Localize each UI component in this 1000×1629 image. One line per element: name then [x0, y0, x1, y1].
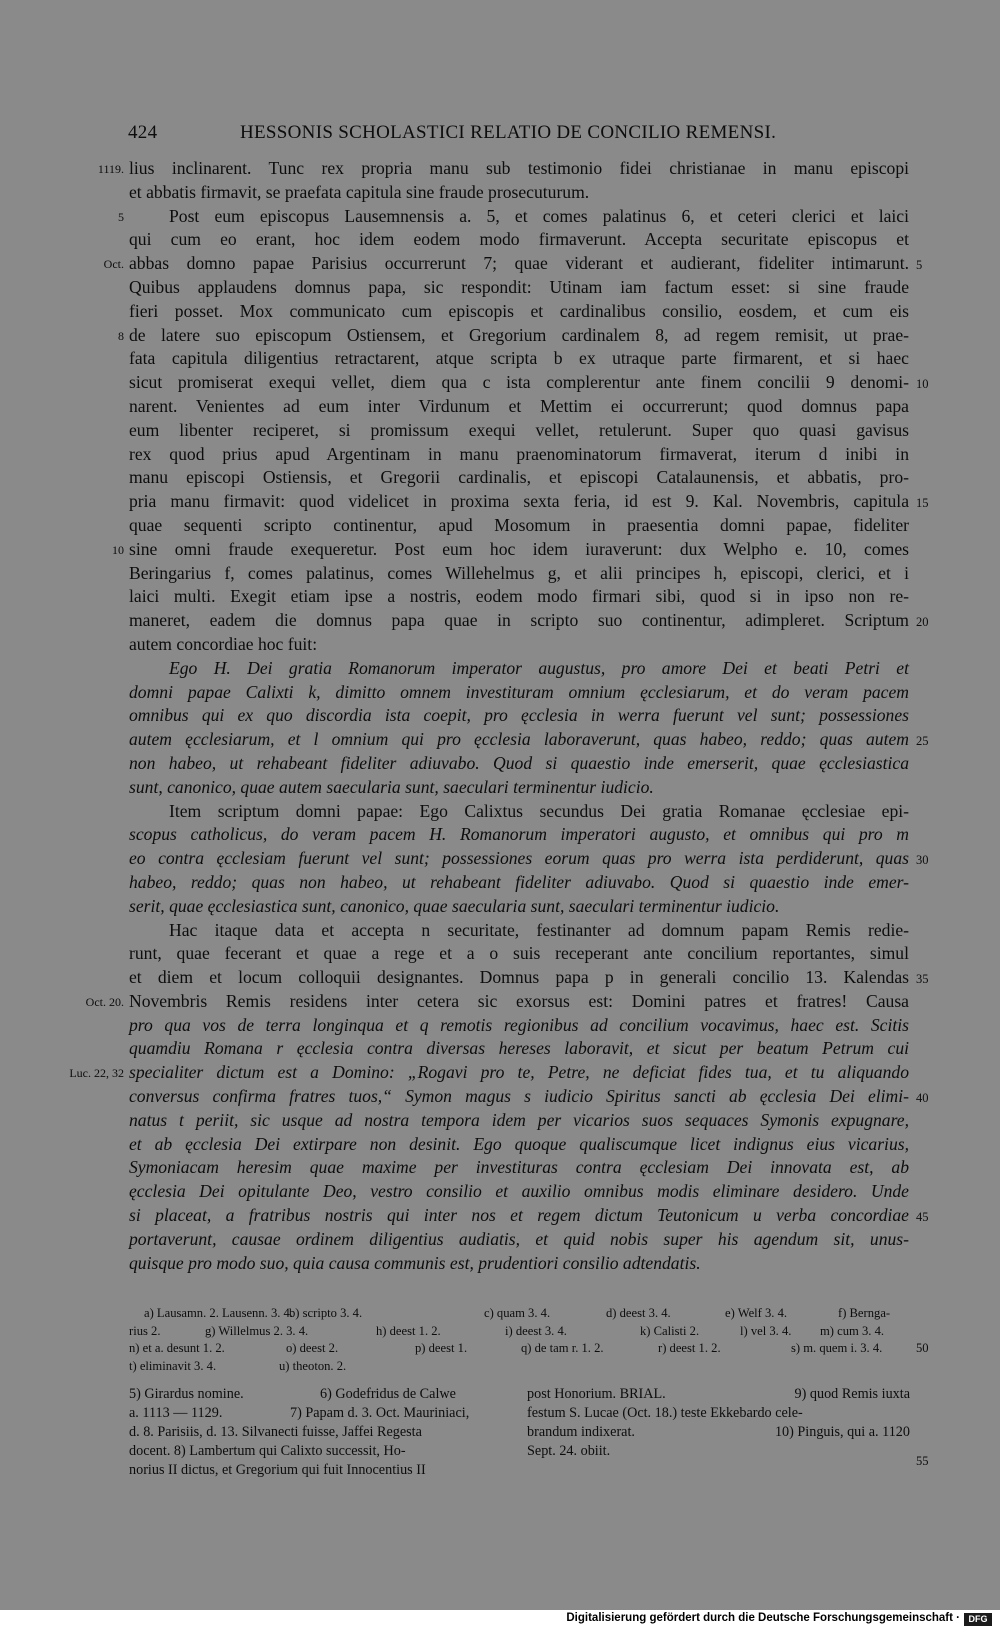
- text-line: Symoniacam heresim quae maxime per investituras contra ęcclesiam Dei innovata est, ab: [129, 1157, 909, 1178]
- variant-note: l) vel 3. 4.: [740, 1323, 792, 1338]
- text-line: natus t periit, sic usque ad nostra tempora idem per vicarios suos sequaces Symonis expugnare,: [129, 1109, 909, 1130]
- text-line: de latere suo episcopum Ostiensem, et Gregorium cardinalem 8, ad regem remisit, ut prae-: [129, 324, 909, 345]
- text-line: Ego H. Dei gratia Romanorum imperator augustus, pro amore Dei et beati Petri et: [169, 657, 909, 678]
- footnote-line: brandum indixerat.: [527, 1424, 635, 1440]
- margin-note: 1119.: [97, 162, 124, 176]
- line-number: 20: [916, 615, 929, 630]
- text-line: portaverunt, causae ordinem diligentius audiatis, et quid nobis super his agendum sit, unus-: [129, 1228, 909, 1249]
- text-line: et abbatis firmavit, se praefata capitula sine fraude prosecuturum.: [129, 181, 590, 202]
- footnote-line: d. 8. Parisiis, d. 13. Silvanecti fuisse, Jaffei Regesta: [129, 1424, 422, 1440]
- footnote-line: 9) quod Remis iuxta: [794, 1386, 910, 1402]
- text-line: scopus catholicus, do veram pacem H. Romanorum imperatori augusto, et omnibus qui pro m: [129, 824, 909, 845]
- text-line: manu episcopi Ostiensis, et Gregorii cardinalis, et episcopi Catalaunensis, et abbatis, pro-: [129, 467, 909, 488]
- text-line: specialiter dictum est a Domino: „Rogavi pro te, Petre, ne deficiat fides tua, et tu aliquando: [129, 1062, 909, 1083]
- line-number: 5: [916, 258, 923, 273]
- variant-note: t) eliminavit 3. 4.: [129, 1358, 217, 1373]
- text-line: sicut promiserat exequi vellet, diem qua c ista complerentur ante finem concilii 9 denomi-: [129, 372, 909, 393]
- footnote-line: Sept. 24. obiit.: [527, 1443, 611, 1459]
- footnote-column-4: [720, 1385, 910, 1442]
- text-line: habeo, reddo; quas non habeo, ut rehabeant fideliter adiuvabo. Quod si quaestio inde emer-: [129, 871, 909, 892]
- variant-note: a) Lausamn. 2. Lausenn. 3. 4.: [144, 1306, 293, 1320]
- margin-note: 10: [112, 542, 124, 557]
- text-line: narent. Venientes ad eum inter Virdunum et Mettim ei occurrerunt; quod domnus papa: [129, 395, 909, 416]
- running-header: [0, 122, 1000, 150]
- variant-note: b) scripto 3. 4.: [289, 1306, 363, 1320]
- text-line: autem concordiae hoc fuit:: [129, 633, 318, 654]
- variant-note: p) deest 1.: [415, 1341, 468, 1355]
- variant-note: h) deest 1. 2.: [376, 1323, 441, 1338]
- text-line: sunt, canonico, quae autem saecularia sunt, saeculari terminentur iudicio.: [129, 776, 654, 797]
- variant-note: n) et a. desunt 1. 2.: [129, 1341, 225, 1355]
- variant-note: k) Calisti 2.: [640, 1323, 700, 1338]
- variant-note: f) Bernga-: [838, 1306, 891, 1320]
- footnote-line: docent. 8) Lambertum qui Calixto successit, Ho-: [129, 1443, 406, 1459]
- line-number: 30: [916, 853, 929, 868]
- variant-note: o) deest 2.: [286, 1341, 339, 1355]
- footnote-line: norius II dictus, et Gregorium qui fuit Innocentius II: [129, 1462, 426, 1478]
- footnote-line: 6) Godefridus de Calwe: [320, 1386, 456, 1402]
- text-line: quamdiu Romana r ęcclesia contra diversas hereses laboravit, et sicut per beatum Petrum cui: [129, 1038, 909, 1059]
- text-line: Hac itaque data et accepta n securitate, festinanter ad domnum papam Remis redie-: [169, 919, 909, 940]
- text-line: eo contra ęcclesiam fuerunt vel sunt; possessiones eorum quas pro werra ista perdiderunt, quas: [129, 848, 909, 869]
- footnote-line-number: 55: [916, 1454, 929, 1468]
- margin-note: Luc. 22, 32: [69, 1066, 124, 1081]
- text-line: et ab ęcclesia Dei extirpare non desinit. Ego quoque qualiscumque licet indignus eius vicarius,: [129, 1133, 909, 1154]
- text-line: autem ęcclesiarum, et l omnium qui pro ęcclesia laboraverunt, quas habeo, reddo; quas autem: [129, 729, 909, 750]
- variant-note: d) deest 3. 4.: [606, 1306, 671, 1320]
- text-line: runt, quae fecerant et quae a rege et a o suis receperant ante concilium reportantes, simul: [129, 943, 909, 964]
- text-line: fieri posset. Mox communicato cum episcopis et cardinalibus consilio, eosdem, et cum eis: [129, 300, 909, 321]
- text-line: domni papae Calixti k, dimitto omnem investituram omnium ęcclesiarum, et do veram pacem: [129, 681, 909, 702]
- text-line: pria manu firmavit: quod videlicet in proxima sexta feria, id est 9. Kal. Novembris, capitula: [129, 491, 909, 512]
- line-number: 25: [916, 734, 929, 749]
- footnote-line: 5) Girardus nomine.: [129, 1386, 244, 1402]
- text-line: Beringarius f, comes palatinus, comes Willehelmus g, et alii principes h, episcopi, clerici, et i: [129, 562, 909, 583]
- digitization-footer: [0, 1610, 1000, 1629]
- text-line: eum libenter reciperet, si promissum exequi vellet, retulerunt. Super quo quasi gavisus: [129, 419, 909, 440]
- variant-note: g) Willelmus 2. 3. 4.: [205, 1323, 309, 1338]
- dfg-logo: DFG: [964, 1613, 992, 1626]
- variant-note: m) cum 3. 4.: [820, 1323, 885, 1338]
- variant-note: c) quam 3. 4.: [484, 1306, 551, 1320]
- page-number: 424: [128, 122, 158, 143]
- text-line: abbas domno papae Parisius occurrerunt 7; quae viderant et audierant, fideliter intimarunt.: [129, 253, 909, 274]
- line-number: 40: [916, 1091, 929, 1106]
- text-line: Novembris Remis residens inter cetera sic exorsus est: Domini patres et fratres! Causa: [129, 990, 909, 1011]
- running-title: HESSONIS SCHOLASTICI RELATIO DE CONCILIO REMENSI.: [240, 122, 777, 143]
- text-line: pro qua vos de terra longinqua et q remotis regionibus ad concilium vocavimus, haec est. Scitis: [129, 1014, 909, 1035]
- footnote-column-2: [290, 1385, 510, 1423]
- variant-note: u) theoton. 2.: [279, 1358, 347, 1373]
- margin-note: Oct.: [103, 257, 124, 272]
- line-number: 35: [916, 972, 929, 987]
- text-line: ęcclesia Dei opitulante Deo, vestro consilio et auxilio omnibus modis eliminare desidero. Unde: [129, 1181, 909, 1202]
- text-line: si placeat, a fratribus nostris qui inter nos et regem dictum Teutonicum u verba concordiae: [129, 1205, 909, 1226]
- margin-note: 8: [118, 328, 124, 343]
- variant-note: r) deest 1. 2.: [658, 1341, 721, 1355]
- variant-note: rius 2.: [129, 1323, 161, 1338]
- line-number: 45: [916, 1210, 929, 1225]
- footnote-line: 7) Papam d. 3. Oct. Mauriniaci,: [290, 1405, 470, 1421]
- variant-note: s) m. quem i. 3. 4.: [791, 1341, 883, 1355]
- margin-note: Oct. 20.: [85, 995, 124, 1009]
- variant-note: i) deest 3. 4.: [505, 1323, 567, 1338]
- variant-note: 50: [916, 1341, 929, 1355]
- main-text: [129, 157, 909, 1275]
- line-number: 15: [916, 496, 929, 511]
- text-line: Post eum episcopus Lausemnensis a. 5, et comes palatinus 6, et ceteri clerici et laici: [169, 205, 909, 226]
- text-line: conversus confirma fratres tuos,“ Symon magus s iudicio Spiritus sancti ab ęcclesia Dei elimi-: [129, 1086, 909, 1107]
- line-number: 10: [916, 377, 929, 392]
- text-line: maneret, eadem die domnus papa quae in scripto suo continentur, adimpleret. Scriptum: [129, 610, 909, 631]
- footnote-line: a. 1113 — 1129.: [129, 1405, 223, 1421]
- text-line: fata capitula diligentius retractarent, atque scripta b ex utraque parte firmarent, et si haec: [129, 348, 909, 369]
- footnote-line: post Honorium. BRIAL.: [527, 1386, 666, 1402]
- margin-note: 5: [118, 209, 124, 224]
- variant-note: q) de tam r. 1. 2.: [521, 1341, 604, 1355]
- footnote-line: 10) Pinguis, qui a. 1120: [774, 1424, 910, 1440]
- text-line: Item scriptum domni papae: Ego Calixtus secundus Dei gratia Romanae ęcclesiae epi-: [169, 800, 909, 821]
- text-line: Quibus applaudens domnus papa, sic respondit: Utinam iam factum esset: si sine fraude: [129, 276, 909, 297]
- text-line: omnibus qui ex quo discordia ista coepit, pro ęcclesia in werra fuerunt vel sunt; possessiones: [129, 705, 909, 726]
- footnote-line: festum S. Lucae (Oct. 18.) teste Ekkebardo cele-: [527, 1405, 803, 1421]
- text-line: sine omni fraude exequeretur. Post eum hoc idem iuraverunt: dux Welpho e. 10, comes: [129, 538, 909, 559]
- text-line: laici multi. Exegit etiam ipse a nostris, eodem modo firmari sibi, quod si in ipso non re-: [129, 586, 909, 607]
- text-line: non habeo, ut rehabeant fideliter adiuvabo. Quod si quaestio inde emerserit, quae ęcclesiastica: [129, 752, 909, 773]
- text-line: et diem et locum colloquii designantes. Domnus papa p in generali concilio 13. Kalendas: [129, 967, 909, 988]
- text-line: rex quod prius apud Argentinam in manu praenominatorum firmaverat, iterum d inibi in: [129, 443, 909, 464]
- text-line: quisque pro modo suo, quia causa communis est, prudentiori consilio adtendatis.: [129, 1252, 701, 1273]
- text-line: qui cum eo erant, hoc idem eodem modo firmaverunt. Accepta securitate episcopus et: [129, 229, 909, 250]
- funding-notice: Digitalisierung gefördert durch die Deutsche Forschungsgemeinschaft ·: [566, 1612, 960, 1624]
- text-line: quae sequenti scripto continentur, apud Mosomum in praesentia domni papae, fideliter: [129, 514, 909, 535]
- variant-note: e) Welf 3. 4.: [725, 1306, 788, 1320]
- text-line: serit, quae ęcclesiastica sunt, canonico, quae saecularia sunt, saeculari terminentur iudicio.: [129, 895, 780, 916]
- text-line: lius inclinarent. Tunc rex propria manu sub testimonio fidei christianae in manu episcopi: [129, 158, 909, 178]
